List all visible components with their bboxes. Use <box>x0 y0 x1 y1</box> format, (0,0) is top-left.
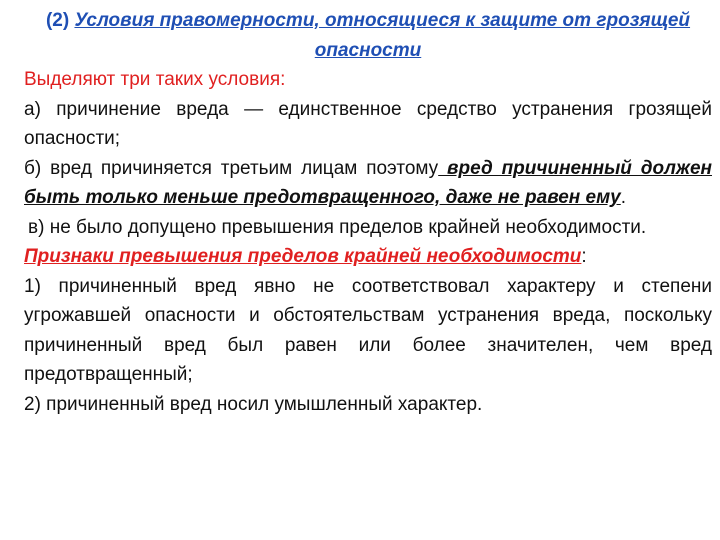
sign-item-2: 2) причиненный вред носил умышленный характер. <box>24 393 483 415</box>
condition-v: в) не было допущено превышения пределов крайней необходимости. <box>28 216 647 238</box>
title-number: (2) <box>45 10 70 31</box>
title-text: Условия правомерности, относящиеся к защите от грозящей опасности <box>74 10 691 61</box>
signs-heading <box>24 242 712 272</box>
condition-b-end: . <box>620 187 627 208</box>
slide-title <box>24 6 712 65</box>
signs-heading-text: Признаки превышения пределов крайней необходимости <box>24 246 582 267</box>
intro-text: Выделяют три таких условия: <box>24 69 286 90</box>
signs-heading-colon: : <box>581 246 587 267</box>
condition-a: а) причинение вреда — единственное средство устранения грозящей опасности; <box>24 98 712 149</box>
condition-b <box>24 154 712 213</box>
sign-item-1: 1) причиненный вред явно не соответствовал характеру и степени угрожавшей опасности и обстоятельствам устранения вреда, поскольку причиненный вред был равен или более значителен, чем вред предотвращенный; <box>24 275 712 385</box>
condition-b-emphasis: вред причиненный должен быть только меньше предотвращенного, даже не равен ему <box>24 157 712 208</box>
condition-b-plain: б) вред причиняется третьим лицам поэтому <box>24 157 439 179</box>
slide-content <box>24 6 712 419</box>
